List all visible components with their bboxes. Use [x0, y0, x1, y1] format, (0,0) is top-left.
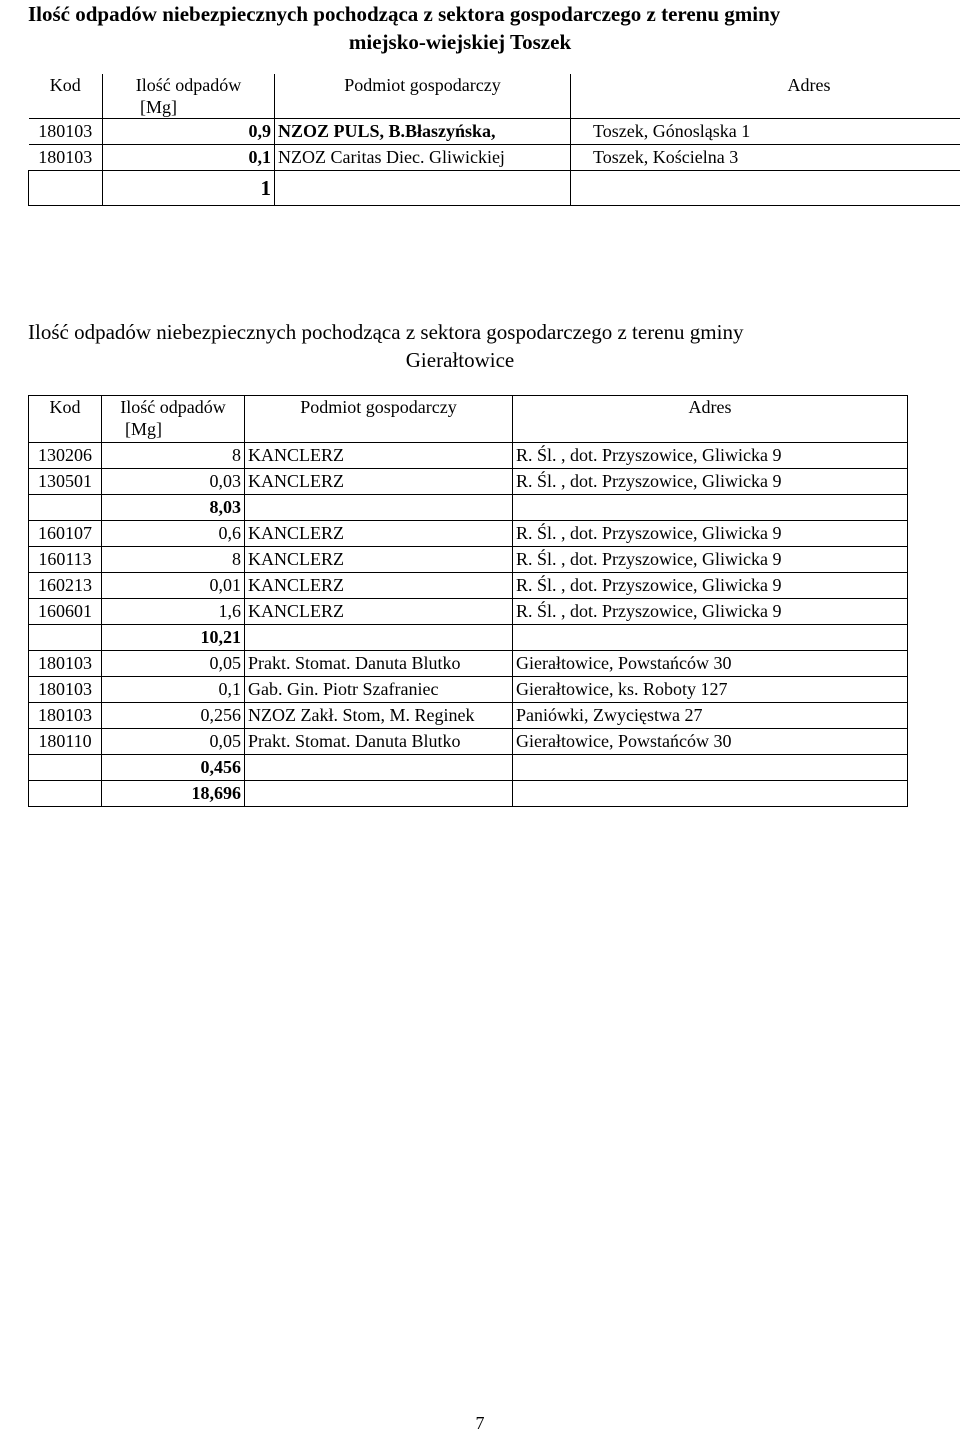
- cell-ilosc: 0,01: [102, 573, 245, 599]
- cell-kod: 160107: [29, 521, 102, 547]
- cell-kod: 180103: [29, 145, 103, 171]
- cell-ilosc: 0,9: [103, 119, 275, 145]
- cell-ilosc: 0,05: [102, 651, 245, 677]
- section2-title-line1: Ilość odpadów niebezpiecznych pochodząca z sektora gospodarczego z terenu gminy: [28, 320, 744, 344]
- cell-kod: 130501: [29, 469, 102, 495]
- cell-kod: 180103: [29, 677, 102, 703]
- cell-adres: R. Śl. , dot. Przyszowice, Gliwicka 9: [513, 443, 908, 469]
- total-row: [29, 171, 960, 206]
- cell-podmiot: KANCLERZ: [245, 443, 513, 469]
- cell-kod: 180103: [29, 651, 102, 677]
- cell-ilosc: 0,6: [102, 521, 245, 547]
- table-header-row: [29, 74, 960, 119]
- page-number: 7: [475, 1413, 485, 1433]
- header-ilosc-line1: Ilość odpadów: [120, 397, 226, 417]
- cell-adres: [513, 495, 908, 521]
- cell-kod: 180110: [29, 729, 102, 755]
- cell-adres: Gierałtowice, ks. Roboty 127: [513, 677, 908, 703]
- subtotal-row: [29, 755, 908, 781]
- cell-podmiot: KANCLERZ: [245, 469, 513, 495]
- cell-kod: [29, 625, 102, 651]
- cell-ilosc: 10,21: [102, 625, 245, 651]
- header-podmiot: Podmiot gospodarczy: [275, 74, 571, 119]
- cell-ilosc: 0,456: [102, 755, 245, 781]
- section1-title-line2: miejsko-wiejskiej Toszek: [348, 30, 572, 54]
- cell-podmiot: NZOZ PULS, B.Błaszyńska,: [275, 119, 571, 145]
- cell-podmiot: KANCLERZ: [245, 599, 513, 625]
- header-adres: Adres: [571, 74, 960, 119]
- cell-adres: R. Śl. , dot. Przyszowice, Gliwicka 9: [513, 547, 908, 573]
- cell-ilosc: 18,696: [102, 781, 245, 807]
- header-podmiot: Podmiot gospodarczy: [245, 396, 513, 443]
- table-header-row: [29, 396, 908, 443]
- header-ilosc: [102, 396, 245, 443]
- cell-podmiot: Prakt. Stomat. Danuta Blutko: [245, 729, 513, 755]
- subtotal-row: [29, 495, 908, 521]
- cell-kod: 130206: [29, 443, 102, 469]
- table-row: [29, 651, 908, 677]
- table-row: [29, 729, 908, 755]
- header-adres: Adres: [513, 396, 908, 443]
- cell-ilosc: 0,05: [102, 729, 245, 755]
- cell-podmiot: [245, 495, 513, 521]
- cell-ilosc: 0,1: [103, 145, 275, 171]
- cell-podmiot: [245, 781, 513, 807]
- section1-table: [28, 74, 960, 206]
- cell-podmiot: KANCLERZ: [245, 573, 513, 599]
- cell-ilosc: 8: [102, 547, 245, 573]
- cell-adres: R. Śl. , dot. Przyszowice, Gliwicka 9: [513, 469, 908, 495]
- header-ilosc-line2: [Mg]: [140, 97, 177, 117]
- table-row: [29, 469, 908, 495]
- cell-ilosc: 8,03: [102, 495, 245, 521]
- table-row: [29, 547, 908, 573]
- section2-title-line2: Gierałtowice: [405, 348, 515, 372]
- header-kod: Kod: [29, 396, 102, 443]
- cell-adres: R. Śl. , dot. Przyszowice, Gliwicka 9: [513, 521, 908, 547]
- subtotal-row: [29, 625, 908, 651]
- cell-empty: [571, 171, 960, 206]
- cell-adres: [513, 625, 908, 651]
- cell-adres: Toszek, Gónosląska 1: [571, 119, 960, 145]
- cell-podmiot: KANCLERZ: [245, 547, 513, 573]
- cell-podmiot: KANCLERZ: [245, 521, 513, 547]
- cell-adres: Gierałtowice, Powstańców 30: [513, 729, 908, 755]
- table-row: [29, 521, 908, 547]
- section2-title: [0, 318, 960, 374]
- cell-kod: 180103: [29, 703, 102, 729]
- cell-adres: Gierałtowice, Powstańców 30: [513, 651, 908, 677]
- cell-kod: 160213: [29, 573, 102, 599]
- cell-podmiot: Gab. Gin. Piotr Szafraniec: [245, 677, 513, 703]
- cell-kod: 160113: [29, 547, 102, 573]
- cell-empty: [275, 171, 571, 206]
- cell-ilosc: 8: [102, 443, 245, 469]
- header-ilosc-line1: Ilość odpadów: [135, 75, 242, 95]
- section1-title-line1: Ilość odpadów niebezpiecznych pochodząca z sektora gospodarczego z terenu gminy: [28, 2, 781, 26]
- table-row: [29, 119, 960, 145]
- cell-kod: [29, 755, 102, 781]
- cell-adres: R. Śl. , dot. Przyszowice, Gliwicka 9: [513, 599, 908, 625]
- cell-adres: R. Śl. , dot. Przyszowice, Gliwicka 9: [513, 573, 908, 599]
- section2-table: [28, 395, 908, 807]
- cell-ilosc: 0,03: [102, 469, 245, 495]
- header-ilosc-line2: [Mg]: [125, 419, 162, 439]
- header-ilosc: [103, 74, 275, 119]
- cell-adres: Toszek, Kościelna 3: [571, 145, 960, 171]
- cell-empty: [29, 171, 103, 206]
- table-row: [29, 599, 908, 625]
- table-row: [29, 573, 908, 599]
- subtotal-row: [29, 781, 908, 807]
- cell-podmiot: Prakt. Stomat. Danuta Blutko: [245, 651, 513, 677]
- cell-kod: [29, 495, 102, 521]
- table-row: [29, 703, 908, 729]
- cell-adres: [513, 781, 908, 807]
- cell-podmiot: [245, 755, 513, 781]
- cell-ilosc: 1,6: [102, 599, 245, 625]
- cell-podmiot: NZOZ Zakł. Stom, M. Reginek: [245, 703, 513, 729]
- table-row: [29, 145, 960, 171]
- cell-ilosc: 0,256: [102, 703, 245, 729]
- cell-kod: 180103: [29, 119, 103, 145]
- section1-title: [0, 0, 960, 56]
- cell-adres: [513, 755, 908, 781]
- cell-total: 1: [103, 171, 275, 206]
- cell-podmiot: NZOZ Caritas Diec. Gliwickiej: [275, 145, 571, 171]
- cell-podmiot: [245, 625, 513, 651]
- header-kod: Kod: [29, 74, 103, 119]
- cell-kod: 160601: [29, 599, 102, 625]
- cell-ilosc: 0,1: [102, 677, 245, 703]
- cell-adres: Paniówki, Zwycięstwa 27: [513, 703, 908, 729]
- table-row: [29, 677, 908, 703]
- cell-kod: [29, 781, 102, 807]
- table-row: [29, 443, 908, 469]
